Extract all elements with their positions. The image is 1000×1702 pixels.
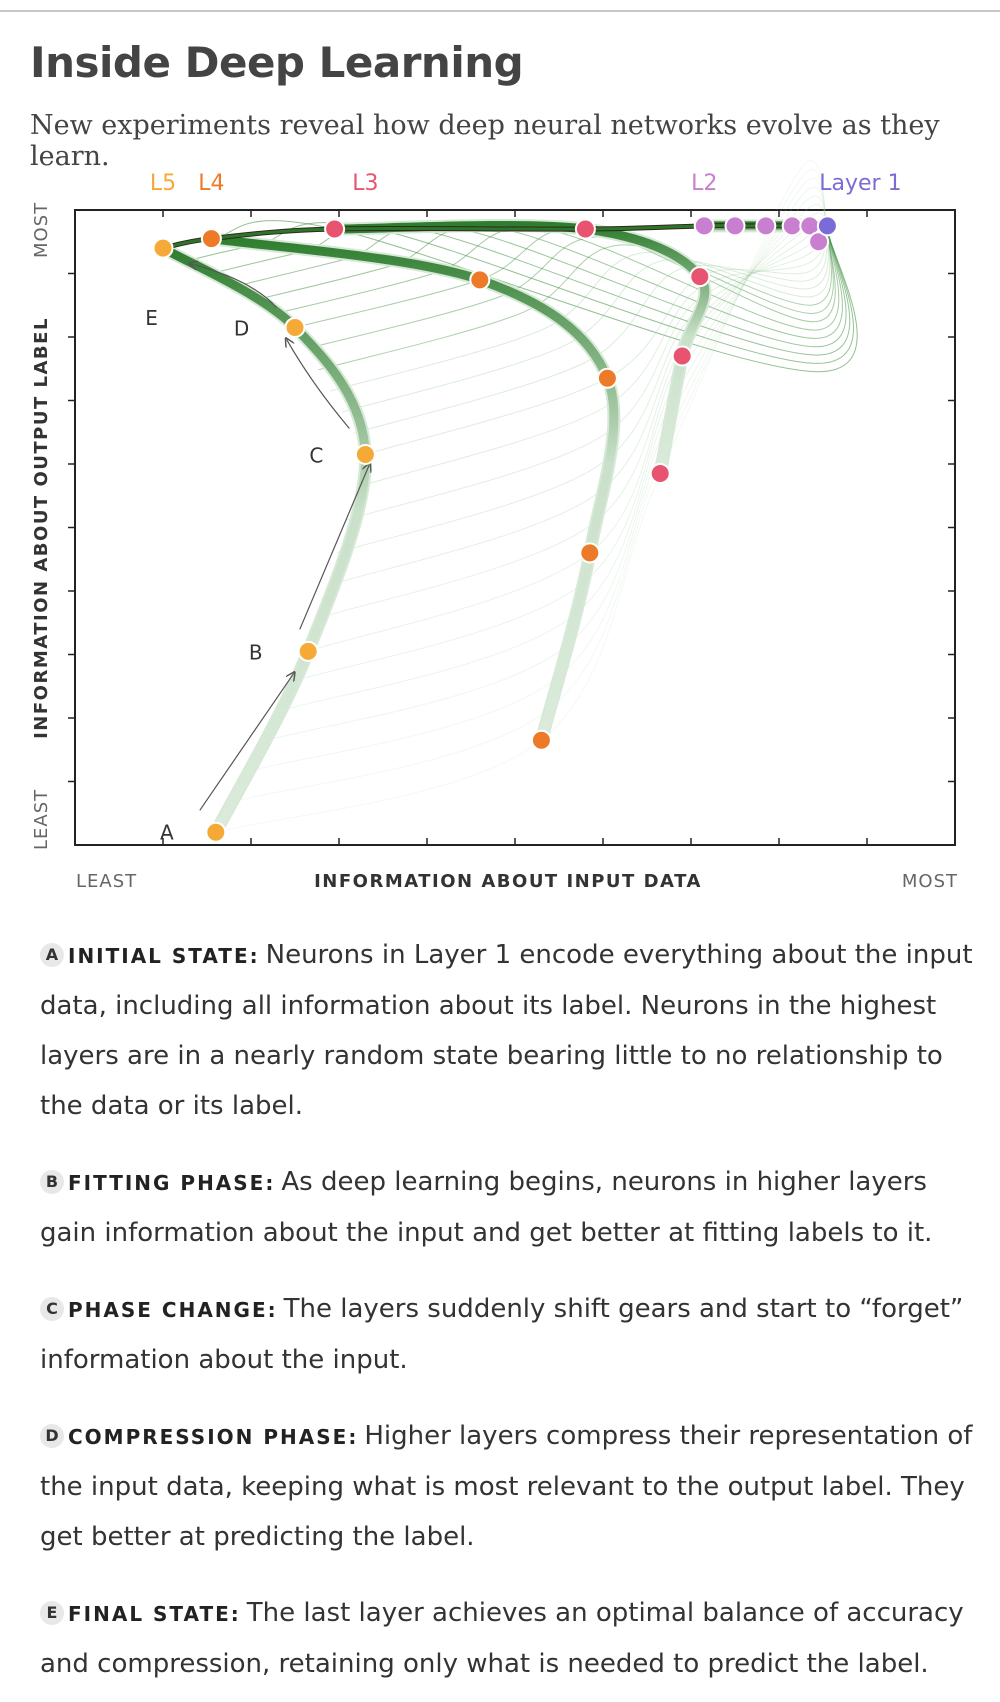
note-heading: FINAL STATE xyxy=(68,1602,231,1626)
layer-point-l4 xyxy=(202,229,221,248)
note-heading: COMPRESSION PHASE xyxy=(68,1425,349,1449)
layer-point-l3 xyxy=(651,464,670,483)
note-final-state: E FINAL STATE: The last layer achieves an optimal balance of accuracy and compression, retaining only what is needed to predict the label. xyxy=(40,1598,964,1679)
note-fitting-phase: B FITTING PHASE: As deep learning begins, neurons in higher layers gain information about the input and get better at fitting labels to it. xyxy=(40,1167,933,1248)
layer-point-l2 xyxy=(783,216,802,235)
layer-label-l3: L3 xyxy=(352,171,379,196)
note-badge: B xyxy=(40,1170,64,1194)
x-axis-title: INFORMATION ABOUT INPUT DATA xyxy=(314,871,702,892)
note-initial-state: A INITIAL STATE: Neurons in Layer 1 encode everything about the input data, including all information about its label. Neurons in the highest layers are in a nearly random state bearing little to no relationship to the data or its label. xyxy=(40,940,973,1121)
note-text: The layers suddenly shift gears and start to “forget” information about the input. xyxy=(40,1294,964,1375)
page-title: Inside Deep Learning xyxy=(30,38,524,87)
note-phase-change: C PHASE CHANGE: The layers suddenly shift gears and start to “forget” information about the input. xyxy=(40,1294,964,1375)
layer-point-l4 xyxy=(470,270,489,289)
note-heading: PHASE CHANGE xyxy=(68,1298,268,1322)
y-axis-most: MOST xyxy=(31,201,52,258)
page-subtitle: New experiments reveal how deep neural networks evolve as they learn. xyxy=(30,110,940,172)
note-heading: INITIAL STATE xyxy=(68,944,250,968)
layer-point-l5 xyxy=(206,823,225,842)
phase-label-e: E xyxy=(145,305,158,330)
note-badge: C xyxy=(40,1297,64,1321)
note-badge: E xyxy=(40,1601,64,1625)
x-axis-most: MOST xyxy=(901,871,958,892)
phase-label-b: B xyxy=(248,640,263,665)
layer-point-l5 xyxy=(286,318,305,337)
plot-frame xyxy=(75,210,955,845)
layer-label-layer-1: Layer 1 xyxy=(819,171,902,196)
note-badge: A xyxy=(40,943,64,967)
layer-label-l2: L2 xyxy=(691,171,718,196)
phase-label-c: C xyxy=(309,443,324,468)
layer-labels xyxy=(150,171,902,196)
note-heading: FITTING PHASE xyxy=(68,1171,266,1195)
top-divider xyxy=(0,10,1000,12)
layer-point-l5 xyxy=(299,642,318,661)
layer-point-l5 xyxy=(154,239,173,258)
layer-point-l3 xyxy=(690,267,709,286)
layer-point-l2 xyxy=(726,216,745,235)
layer-point-l4 xyxy=(580,543,599,562)
layer-point-l2 xyxy=(756,216,775,235)
note-text: Higher layers compress their representation of the input data, keeping what is most relevant to the output label. They get better at predicting the label. xyxy=(40,1421,973,1552)
layer-point-layer-1 xyxy=(818,216,837,235)
layer-point-l3 xyxy=(325,220,344,239)
layer-point-l3 xyxy=(576,220,595,239)
layer-point-l3 xyxy=(673,347,692,366)
note-text: As deep learning begins, neurons in higher layers gain information about the input and get better at fitting labels to it. xyxy=(40,1167,933,1248)
layer-point-l5 xyxy=(356,445,375,464)
x-axis-least: LEAST xyxy=(76,871,138,892)
layer-label-l5: L5 xyxy=(149,171,177,196)
note-badge: D xyxy=(40,1424,64,1448)
layer-point-l4 xyxy=(532,731,551,750)
phase-notes xyxy=(40,930,980,1689)
note-compression-phase: D COMPRESSION PHASE: Higher layers compress their representation of the input data, keeping what is most relevant to the output label. They get better at predicting the label. xyxy=(40,1421,973,1552)
layer-label-l4: L4 xyxy=(198,171,225,196)
y-axis-title: INFORMATION ABOUT OUTPUT LABEL xyxy=(31,317,52,739)
phase-label-a: A xyxy=(159,820,174,845)
layer-point-l2 xyxy=(695,216,714,235)
information-plane-chart xyxy=(0,160,1000,900)
note-text: Neurons in Layer 1 encode everything about the input data, including all information about its label. Neurons in the highest layers are in a nearly random state bearing little to no relationship to the data or its label. xyxy=(40,940,973,1121)
y-axis-least: LEAST xyxy=(31,788,52,850)
layer-point-l4 xyxy=(598,369,617,388)
phase-label-d: D xyxy=(233,316,250,341)
note-text: The last layer achieves an optimal balance of accuracy and compression, retaining only what is needed to predict the label. xyxy=(40,1598,964,1679)
